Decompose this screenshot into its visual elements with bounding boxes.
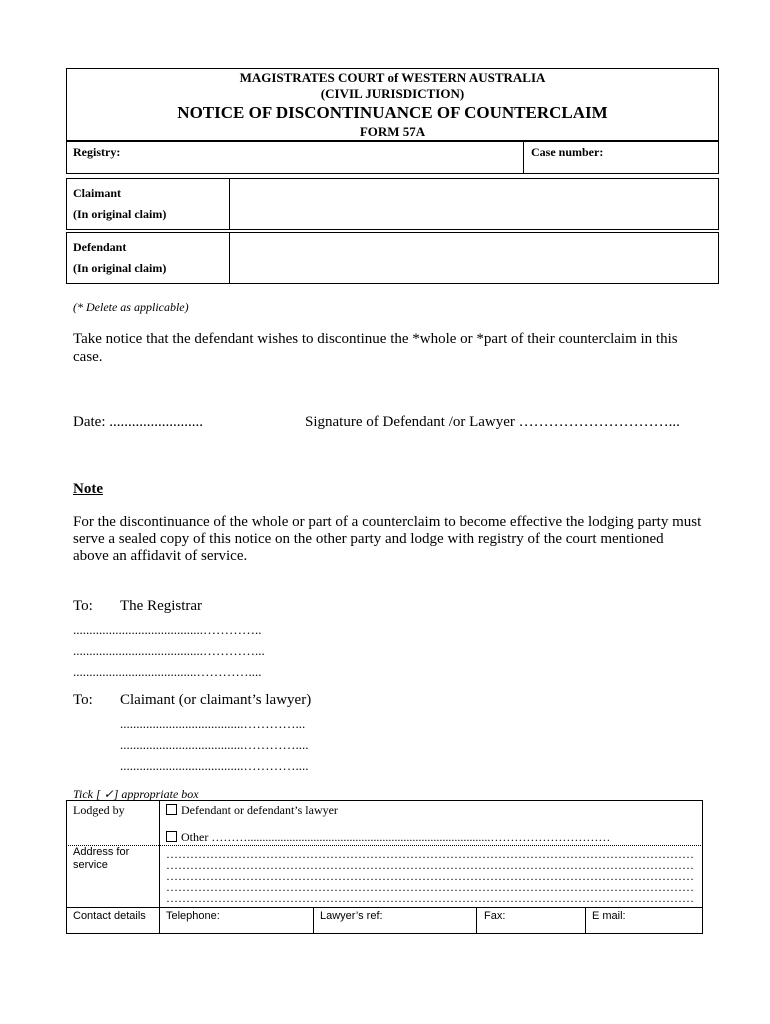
note-text: For the discontinuance of the whole or part of a counterclaim to become effective the lodging party must serve a sealed copy of this notice on the other party and lodge with registry of the court mentioned above an affidavit of service.: [73, 514, 702, 564]
defendant-input[interactable]: [231, 234, 717, 282]
claimant-input[interactable]: [231, 180, 717, 228]
telephone-field[interactable]: Telephone:: [166, 910, 220, 922]
form-number: FORM 57A: [359, 124, 426, 139]
checkbox-icon[interactable]: [166, 831, 177, 842]
option-defendant[interactable]: [166, 803, 338, 818]
divider: [229, 232, 230, 284]
fax-field[interactable]: Fax:: [484, 910, 506, 922]
divider: [585, 907, 586, 934]
to-registrar-label: To:: [73, 598, 93, 614]
to-claimant-label: To:: [73, 692, 93, 708]
note-heading: Note: [73, 481, 103, 497]
lodged-by-label: Lodged by: [73, 803, 125, 817]
tick-note: Tick [ ✓] appropriate box: [73, 787, 199, 801]
address-for-service-label: Address for service: [73, 846, 130, 871]
defendant-sub-label: (In original claim): [73, 261, 167, 275]
signature-line[interactable]: Signature of Defendant /or Lawyer …………………………...: [305, 414, 680, 430]
registrar-address-line-2[interactable]: ........................................…………...: [73, 643, 265, 658]
divider: [66, 845, 703, 846]
case-number-input[interactable]: [612, 143, 716, 172]
claimant-address-line-3[interactable]: ......................................…………....: [120, 758, 309, 773]
date-line[interactable]: Date: .........................: [73, 414, 203, 430]
divider: [313, 907, 314, 934]
claimant-label: Claimant: [73, 186, 121, 200]
address-line-1[interactable]: ……………………………………………………………………………………………………………………: [166, 847, 694, 861]
notice-text: Take notice that the defendant wishes to discontinue the *whole or *part of their counterclaim in this case.: [73, 331, 678, 365]
address-line-5[interactable]: ……………………………………………………………………………………………………………………: [166, 891, 694, 905]
lawyers-ref-field[interactable]: Lawyer’s ref:: [320, 910, 383, 922]
registrar-address-line-1[interactable]: ........................................…………..: [73, 622, 262, 637]
option-defendant-label: Defendant or defendant’s lawyer: [181, 803, 338, 817]
case-number-label: Case number:: [531, 145, 604, 159]
option-other[interactable]: [166, 830, 610, 845]
claimant-address-line-2[interactable]: ......................................…………....: [120, 737, 309, 752]
registrar-name: The Registrar: [120, 598, 203, 614]
registrar-address-line-3[interactable]: ......................................…………....: [73, 664, 262, 679]
registry-input[interactable]: [140, 143, 520, 172]
claimant-address-line-1[interactable]: ......................................…………...: [120, 716, 306, 731]
option-other-label: Other ……….................................................................................…………………………: [181, 830, 611, 844]
defendant-label: Defendant: [73, 240, 127, 254]
divider: [476, 907, 477, 934]
claimant-sub-label: (In original claim): [73, 207, 167, 221]
checkbox-icon[interactable]: [166, 804, 177, 815]
address-line-3[interactable]: ……………………………………………………………………………………………………………………: [166, 869, 694, 883]
address-line-2[interactable]: ……………………………………………………………………………………………………………………: [166, 858, 694, 872]
contact-details-label: Contact details: [73, 910, 146, 922]
divider: [159, 800, 160, 934]
email-field[interactable]: E mail:: [592, 910, 626, 922]
address-line-4[interactable]: ……………………………………………………………………………………………………………………: [166, 880, 694, 894]
divider: [523, 141, 524, 174]
form-title: NOTICE OF DISCONTINUANCE OF COUNTERCLAIM: [177, 103, 608, 122]
divider: [66, 907, 703, 908]
court-name: MAGISTRATES COURT of WESTERN AUSTRALIA: [239, 70, 546, 85]
delete-note: (* Delete as applicable): [73, 300, 189, 314]
registry-label: Registry:: [73, 145, 121, 159]
divider: [229, 178, 230, 230]
jurisdiction: (CIVIL JURISDICTION): [320, 86, 465, 101]
claimant-name: Claimant (or claimant’s lawyer): [120, 692, 312, 708]
